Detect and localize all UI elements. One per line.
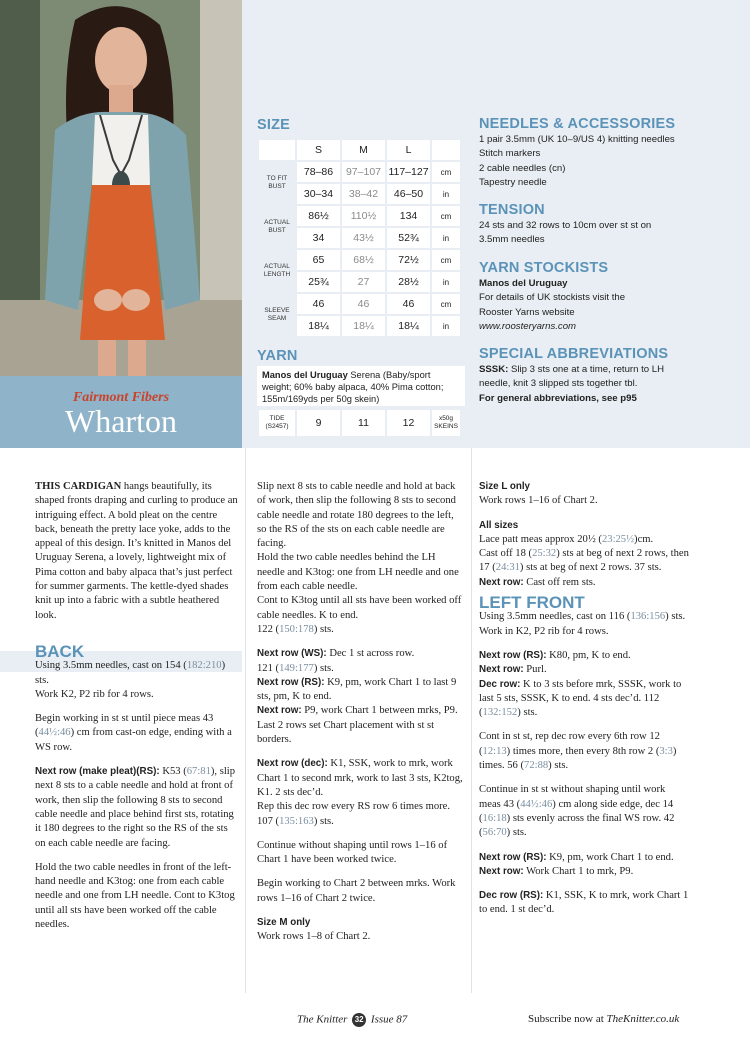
back-text: Lace patt meas approx 20½ (23:25½)cm. bbox=[479, 533, 654, 545]
back-text: Rep this dec row every RS row 6 times more. 107 (135:163) sts. bbox=[257, 801, 451, 827]
left-front-text: Dec row (RS): K1, SSK, K to mrk, work Chart 1 to end. 1 st dec’d. bbox=[479, 890, 689, 916]
size-header-unit bbox=[432, 140, 460, 160]
intro-lead: THIS CARDIGAN bbox=[35, 481, 122, 492]
back-text: Next row (make pleat)(RS): K53 (67:81), slip next 8 sts to a cable needle and hold at front of work, then slip the following 8 sts to second cable needle and place behind first sts, rotating it 180 degrees to the right so the RS of the sts on each cable needle are facing. bbox=[35, 766, 236, 849]
size-row bbox=[259, 206, 460, 226]
back-text: Slip next 8 sts to cable needle and hold at back of work, then slip the following 8 sts to second cable needle and rotate 180 degrees to the left, so the RS of the sts on each cable needle are facing. bbox=[257, 481, 456, 550]
size-unit: in bbox=[432, 184, 460, 204]
back-text: Continue without shaping until rows 1–16 of Chart 1 have been worked twice. bbox=[257, 839, 448, 866]
size-row-label: TO FIT BUST bbox=[266, 175, 288, 190]
size-cell: 38–42 bbox=[342, 184, 385, 204]
size-cell: 86½ bbox=[297, 206, 340, 226]
issue-number: Issue 87 bbox=[370, 1013, 408, 1026]
back-text: Last 2 rows set Chart placement with st st borders. bbox=[257, 719, 435, 746]
size-cell: 30–34 bbox=[297, 184, 340, 204]
column-1 bbox=[35, 480, 240, 932]
size-cell: 46–50 bbox=[387, 184, 430, 204]
needles-line: 2 cable needles (cn) bbox=[479, 162, 566, 174]
size-cell: 18¼ bbox=[387, 316, 430, 336]
stockists-heading: YARN STOCKISTS bbox=[479, 260, 609, 276]
size-unit: cm bbox=[432, 250, 460, 270]
subscribe-text: Subscribe now at bbox=[528, 1013, 607, 1025]
left-front-text: Next row: Work Chart 1 to mrk, P9. bbox=[479, 865, 634, 877]
general-abbreviations-note: For general abbreviations, see p95 bbox=[479, 392, 637, 404]
title-box bbox=[0, 376, 242, 448]
size-row bbox=[259, 162, 460, 182]
all-sizes-heading: All sizes bbox=[479, 519, 519, 531]
tension-heading: TENSION bbox=[479, 202, 545, 218]
back-text: Cast off 18 (25:32) sts at beg of next 2 rows, then 17 (24:31) sts at beg of next 2 rows. 37 sts. bbox=[479, 548, 689, 574]
pattern-title: Wharton bbox=[65, 403, 177, 439]
back-text: Next row (RS): K9, pm, work Chart 1 to last 9 sts, pm, K to end. bbox=[257, 676, 457, 703]
left-front-text: Continue in st st without shaping until work meas 43 (44½:46) cm along side edge, dec 14 (16:18) sts evenly across the final WS row. 42 (56:70) sts. bbox=[479, 784, 675, 839]
size-cell: 25¾ bbox=[297, 272, 340, 292]
needles-line: 1 pair 3.5mm (UK 10–9/US 4) knitting needles bbox=[479, 133, 675, 145]
back-text: Hold the two cable needles in front of the left-hand needle and K3tog: one from each cable needle and one from LH needle. Cont to K3tog until all sts have been worked off the cable needles. bbox=[35, 861, 235, 931]
size-cell: 43½ bbox=[342, 228, 385, 248]
size-cell: 72½ bbox=[387, 250, 430, 270]
size-header-row bbox=[259, 140, 460, 160]
size-row-label: ACTUAL LENGTH bbox=[263, 263, 291, 278]
size-cell: 18¼ bbox=[297, 316, 340, 336]
size-unit: cm bbox=[432, 162, 460, 182]
abbreviations-block bbox=[479, 347, 679, 406]
page-number: 32 bbox=[352, 1013, 366, 1027]
back-text: Using 3.5mm needles, cast on 154 (182:210) sts. bbox=[35, 660, 226, 686]
size-col-m: M bbox=[342, 140, 385, 160]
abbreviation-entry bbox=[479, 363, 679, 392]
stockists-block bbox=[479, 261, 659, 335]
footer-subscribe bbox=[528, 1013, 679, 1029]
abbreviations-heading: SPECIAL ABBREVIATIONS bbox=[479, 346, 669, 362]
left-front-text: Next row: Purl. bbox=[479, 664, 547, 676]
yarn-shade: TIDE (S2457) bbox=[259, 410, 295, 436]
size-m-heading: Size M only bbox=[257, 917, 311, 929]
magazine-name: The Knitter bbox=[297, 1013, 348, 1026]
yarn-description bbox=[257, 366, 465, 406]
subscribe-link[interactable]: TheKnitter.co.uk bbox=[606, 1013, 680, 1025]
yarn-heading: YARN bbox=[257, 348, 298, 364]
yarn-unit: x50g SKEINS bbox=[432, 410, 460, 436]
size-cell: 68½ bbox=[342, 250, 385, 270]
needles-line: Stitch markers bbox=[479, 148, 541, 159]
back-text: Next row (dec): K1, SSK, work to mrk, work Chart 1 to second mrk, work to last 3 sts, K2tog, K1. 2 sts dec’d. bbox=[257, 758, 463, 798]
size-cell: 110½ bbox=[342, 206, 385, 226]
size-cell: 18¼ bbox=[342, 316, 385, 336]
yarn-qty-s: 9 bbox=[297, 410, 340, 436]
size-cell: 34 bbox=[297, 228, 340, 248]
size-cell: 65 bbox=[297, 250, 340, 270]
size-cell: 27 bbox=[342, 272, 385, 292]
left-front-heading: LEFT FRONT bbox=[479, 593, 585, 613]
size-cell: 46 bbox=[387, 294, 430, 314]
size-col-s: S bbox=[297, 140, 340, 160]
back-text: 121 (149:177) sts. bbox=[257, 662, 334, 674]
back-text: Next row: P9, work Chart 1 between mrks, P9. bbox=[257, 705, 458, 717]
size-cell: 134 bbox=[387, 206, 430, 226]
left-front-text: Next row (RS): K9, pm, work Chart 1 to end. bbox=[479, 851, 674, 863]
back-text: 122 (150:178) sts. bbox=[257, 623, 334, 635]
size-row bbox=[259, 294, 460, 314]
size-unit: cm bbox=[432, 206, 460, 226]
size-l-heading: Size L only bbox=[479, 481, 530, 492]
size-col-l: L bbox=[387, 140, 430, 160]
yarn-brand: Manos del Uruguay bbox=[262, 370, 348, 380]
yarn-row bbox=[259, 410, 460, 436]
left-front-text: Using 3.5mm needles, cast on 116 (136:156) sts. bbox=[479, 611, 686, 623]
size-row-label: ACTUAL BUST bbox=[264, 219, 290, 234]
column-divider bbox=[471, 448, 472, 993]
column-divider bbox=[245, 448, 246, 993]
size-header-blank bbox=[259, 140, 295, 160]
stockists-text: For details of UK stockists visit the Rooster Yarns website bbox=[479, 292, 626, 318]
size-cell: 78–86 bbox=[297, 162, 340, 182]
abbreviation-term: SSSK: bbox=[479, 363, 509, 375]
brand-name: Fairmont Fibers bbox=[72, 390, 170, 405]
footer-issue bbox=[297, 1013, 407, 1029]
yarn-qty-l: 12 bbox=[387, 410, 430, 436]
yarn-details: Serena (Baby/sport weight; 60% baby alpaca, 40% Pima cotton; 155m/169yds per 50g skein) bbox=[262, 370, 444, 404]
left-front-text: Next row (RS): K80, pm, K to end. bbox=[479, 649, 631, 661]
size-cell: 28½ bbox=[387, 272, 430, 292]
needles-heading: NEEDLES & ACCESSORIES bbox=[479, 116, 676, 132]
back-text: Next row: Cast off rem sts. bbox=[479, 576, 596, 588]
size-row bbox=[259, 250, 460, 270]
size-cell: 117–127 bbox=[387, 162, 430, 182]
tension-text: 24 sts and 32 rows to 10cm over st st on 3.5mm needles bbox=[479, 219, 652, 245]
back-text: Next row (WS): Dec 1 st across row. bbox=[257, 648, 415, 660]
column-3 bbox=[479, 480, 689, 918]
size-cell: 52¾ bbox=[387, 228, 430, 248]
size-cell: 46 bbox=[342, 294, 385, 314]
size-row-label: SLEEVE SEAM bbox=[264, 307, 290, 322]
yarn-qty-m: 11 bbox=[342, 410, 385, 436]
stockists-url[interactable]: www.roosteryarns.com bbox=[479, 321, 577, 332]
intro-text: hangs beautifully, its shaped fronts draping and curling to produce an intriguing effect. A bold pleat on the centre back, beneath the pretty lace yoke, adds to the appeal of this design. It’s knitted in Manos del Uruguay Serena, a lovely, lightweight mix of Pima cotton and baby alpaca that’s just perfect for summer garments. The kettle-dyed shades knit up into a fabric with a subtle heathered look. bbox=[35, 481, 238, 621]
stockists-brand: Manos del Uruguay bbox=[479, 277, 568, 289]
size-cell: 97–107 bbox=[342, 162, 385, 182]
intro-paragraph bbox=[35, 480, 240, 623]
back-text: Cont to K3tog until all sts have been worked off cable needles. K to end. bbox=[257, 595, 462, 621]
tension-block bbox=[479, 203, 669, 248]
needles-block bbox=[479, 117, 739, 191]
left-front-text: Dec row: K to 3 sts before mrk, SSSK, work to last 5 sts, SSSK, K to end. 4 sts dec’d. 112 (132:152) sts. bbox=[479, 678, 682, 719]
model-photo bbox=[0, 0, 242, 376]
back-text: Work K2, P2 rib for 4 rows. bbox=[35, 688, 154, 700]
back-text: Hold the two cable needles behind the LH needle and K3tog: one from LH needle and one from each cable needle. bbox=[257, 552, 459, 593]
left-front-text: Work in K2, P2 rib for 4 rows. bbox=[479, 625, 609, 637]
needles-line: Tapestry needle bbox=[479, 177, 547, 188]
size-heading: SIZE bbox=[257, 117, 291, 133]
size-table bbox=[257, 138, 462, 338]
back-text: Work rows 1–8 of Chart 2. bbox=[257, 931, 371, 943]
column-2 bbox=[257, 480, 464, 945]
size-unit: in bbox=[432, 316, 460, 336]
abbreviation-definition: Slip 3 sts one at a time, return to LH needle, knit 3 slipped sts together tbl. bbox=[479, 363, 665, 389]
back-text: Begin working to Chart 2 between mrks. Work rows 1–16 of Chart 2 twice. bbox=[257, 878, 456, 904]
back-heading: BACK bbox=[35, 641, 85, 661]
size-cell: 46 bbox=[297, 294, 340, 314]
left-front-text: Cont in st st, rep dec row every 6th row 12 (12:13) times more, then every 8th row 2 (3:3) times. 56 (72:88) sts. bbox=[479, 731, 677, 772]
size-unit: cm bbox=[432, 294, 460, 314]
size-unit: in bbox=[432, 272, 460, 292]
size-unit: in bbox=[432, 228, 460, 248]
back-text: Begin working in st st until piece meas 43 (44½:46) cm from cast-on edge, ending with a WS row. bbox=[35, 713, 232, 753]
yarn-quantity-table bbox=[257, 410, 462, 436]
back-text: Work rows 1–16 of Chart 2. bbox=[479, 495, 598, 507]
